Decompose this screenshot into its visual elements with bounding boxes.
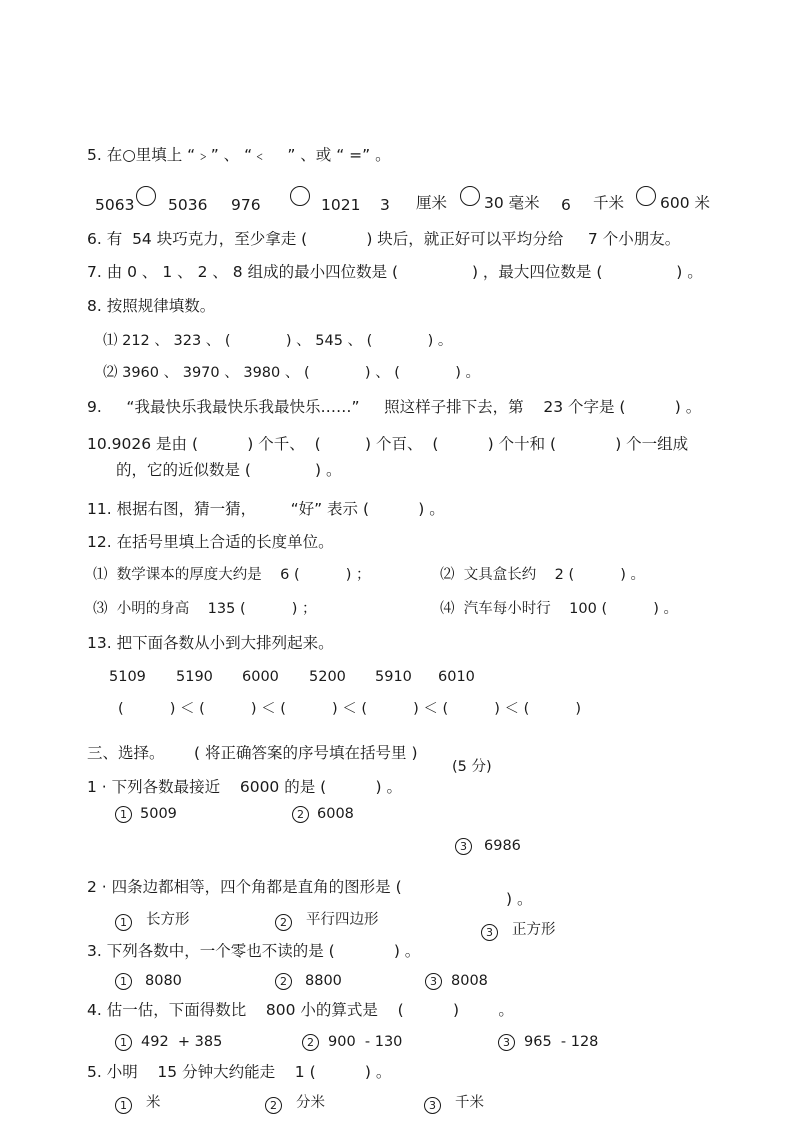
option-marker-3: 3 bbox=[425, 973, 442, 990]
q13-title: 13. 把下面各数从小到大排列起来。 bbox=[87, 634, 334, 652]
choice1-option1: 5009 bbox=[140, 806, 177, 822]
q13-number: 5910 bbox=[375, 669, 412, 685]
option-marker-2: 2 bbox=[292, 806, 309, 823]
q5-item: 976 bbox=[231, 196, 261, 214]
q9-text: 9. “我最快乐我最快乐我最快乐……” 照这样子排下去，第 23 个字是 ( ) 。 bbox=[87, 398, 702, 416]
choice3-option2: 8800 bbox=[305, 973, 342, 989]
q13-number: 5200 bbox=[309, 669, 346, 685]
choice4-option1: 492 + 385 bbox=[141, 1034, 223, 1050]
q5-item: 5036 bbox=[168, 196, 208, 214]
choice2-stem-tail: ) 。 bbox=[506, 890, 533, 908]
choice1-option2: 6008 bbox=[317, 806, 354, 822]
choice4-stem: 4. 估一估，下面得数比 800 小的算式是 ( ) 。 bbox=[87, 1001, 514, 1019]
option-marker-1: 1 bbox=[115, 1034, 132, 1051]
option-marker-1: 1 bbox=[115, 806, 132, 823]
q13-number: 5190 bbox=[176, 669, 213, 685]
option-marker-3: 3 bbox=[424, 1097, 441, 1114]
choice3-option3: 8008 bbox=[451, 973, 488, 989]
section-points: (5 分) bbox=[452, 759, 492, 775]
choice2-option2: 平行四边形 bbox=[306, 912, 379, 928]
q13-number: 5109 bbox=[109, 669, 146, 685]
option-marker-1: 1 bbox=[115, 914, 132, 931]
option-marker-1: 1 bbox=[115, 973, 132, 990]
q13-number: 6010 bbox=[438, 669, 475, 685]
q5-item: 3 bbox=[380, 196, 390, 214]
compare-circle-blank bbox=[636, 186, 656, 206]
q8-title: 8. 按照规律填数。 bbox=[87, 297, 216, 315]
option-marker-3: 3 bbox=[498, 1034, 515, 1051]
choice2-option1: 长方形 bbox=[146, 912, 190, 928]
q6-text: 6. 有 54 块巧克力，至少拿走 ( ) 块后，就正好可以平均分给 7 个小朋友。 bbox=[87, 230, 681, 248]
q12-part-b: ⑵ 文具盒长约 2 ( ) 。 bbox=[440, 567, 646, 583]
q12-part-c: ⑶ 小明的身高 135 ( ) ； bbox=[93, 601, 317, 617]
choice5-option1: 米 bbox=[146, 1095, 161, 1111]
option-marker-2: 2 bbox=[302, 1034, 319, 1051]
compare-circle-blank bbox=[290, 186, 310, 206]
option-marker-1: 1 bbox=[115, 1097, 132, 1114]
q5-item: 600 米 bbox=[660, 194, 711, 212]
option-marker-2: 2 bbox=[275, 973, 292, 990]
q5-item: 千米 bbox=[593, 194, 625, 212]
compare-circle-blank bbox=[460, 186, 480, 206]
choice5-stem: 5. 小明 15 分钟大约能走 1 ( ) 。 bbox=[87, 1063, 392, 1081]
q13-number: 6000 bbox=[242, 669, 279, 685]
choice4-option3: 965 - 128 bbox=[524, 1034, 599, 1050]
option-marker-3: 3 bbox=[455, 838, 472, 855]
option-marker-3: 3 bbox=[481, 924, 498, 941]
q10-line1: 10.9026 是由 ( ) 个千、 ( ) 个百、 ( ) 个十和 ( ) 个一组成 bbox=[87, 435, 689, 453]
choice2-option3: 正方形 bbox=[512, 922, 556, 938]
choice4-option2: 900 - 130 bbox=[328, 1034, 403, 1050]
choice3-option1: 8080 bbox=[145, 973, 182, 989]
choice1-stem: 1 · 下列各数最接近 6000 的是 ( ) 。 bbox=[87, 778, 402, 796]
q5-item: 5063 bbox=[95, 196, 135, 214]
q5-title: 5. 在○里填上 “﹥” 、 “﹤ ” 、或 “ =” 。 bbox=[87, 146, 391, 164]
choice5-option2: 分米 bbox=[296, 1095, 325, 1111]
q12-title: 12. 在括号里填上合适的长度单位。 bbox=[87, 533, 334, 551]
choice2-stem: 2 · 四条边都相等，四个角都是直角的图形是 ( bbox=[87, 878, 402, 896]
q10-line2: 的，它的近似数是 ( ) 。 bbox=[116, 461, 342, 479]
choice3-stem: 3. 下列各数中，一个零也不读的是 ( ) 。 bbox=[87, 942, 421, 960]
choice1-option3: 6986 bbox=[484, 838, 521, 854]
q5-item: 1021 bbox=[321, 196, 361, 214]
q12-part-a: ⑴ 数学课本的厚度大约是 6 ( ) ； bbox=[93, 567, 371, 583]
q5-item: 30 毫米 bbox=[484, 194, 540, 212]
q12-part-d: ⑷ 汽车每小时行 100 ( ) 。 bbox=[440, 601, 678, 617]
section-title: 三、选择。 ( 将正确答案的序号填在括号里 ) bbox=[87, 744, 418, 762]
q13-blanks: ( ) ＜ ( ) ＜ ( ) ＜ ( ) ＜ ( ) ＜ ( ) bbox=[118, 701, 582, 717]
option-marker-2: 2 bbox=[275, 914, 292, 931]
q8-row: ⑵ 3960 、 3970 、 3980 、 ( ) 、 ( ) 。 bbox=[103, 365, 481, 381]
q11-text: 11. 根据右图，猜一猜， “好” 表示 ( ) 。 bbox=[87, 500, 445, 518]
q5-item: 厘米 bbox=[416, 194, 448, 212]
compare-circle-blank bbox=[136, 186, 156, 206]
q7-text: 7. 由 0 、 1 、 2 、 8 组成的最小四位数是 ( ) ，最大四位数是 ( ) 。 bbox=[87, 263, 703, 281]
option-marker-2: 2 bbox=[265, 1097, 282, 1114]
q5-item: 6 bbox=[561, 196, 571, 214]
q8-row: ⑴ 212 、 323 、 ( ) 、 545 、 ( ) 。 bbox=[103, 333, 453, 349]
choice5-option3: 千米 bbox=[455, 1095, 484, 1111]
